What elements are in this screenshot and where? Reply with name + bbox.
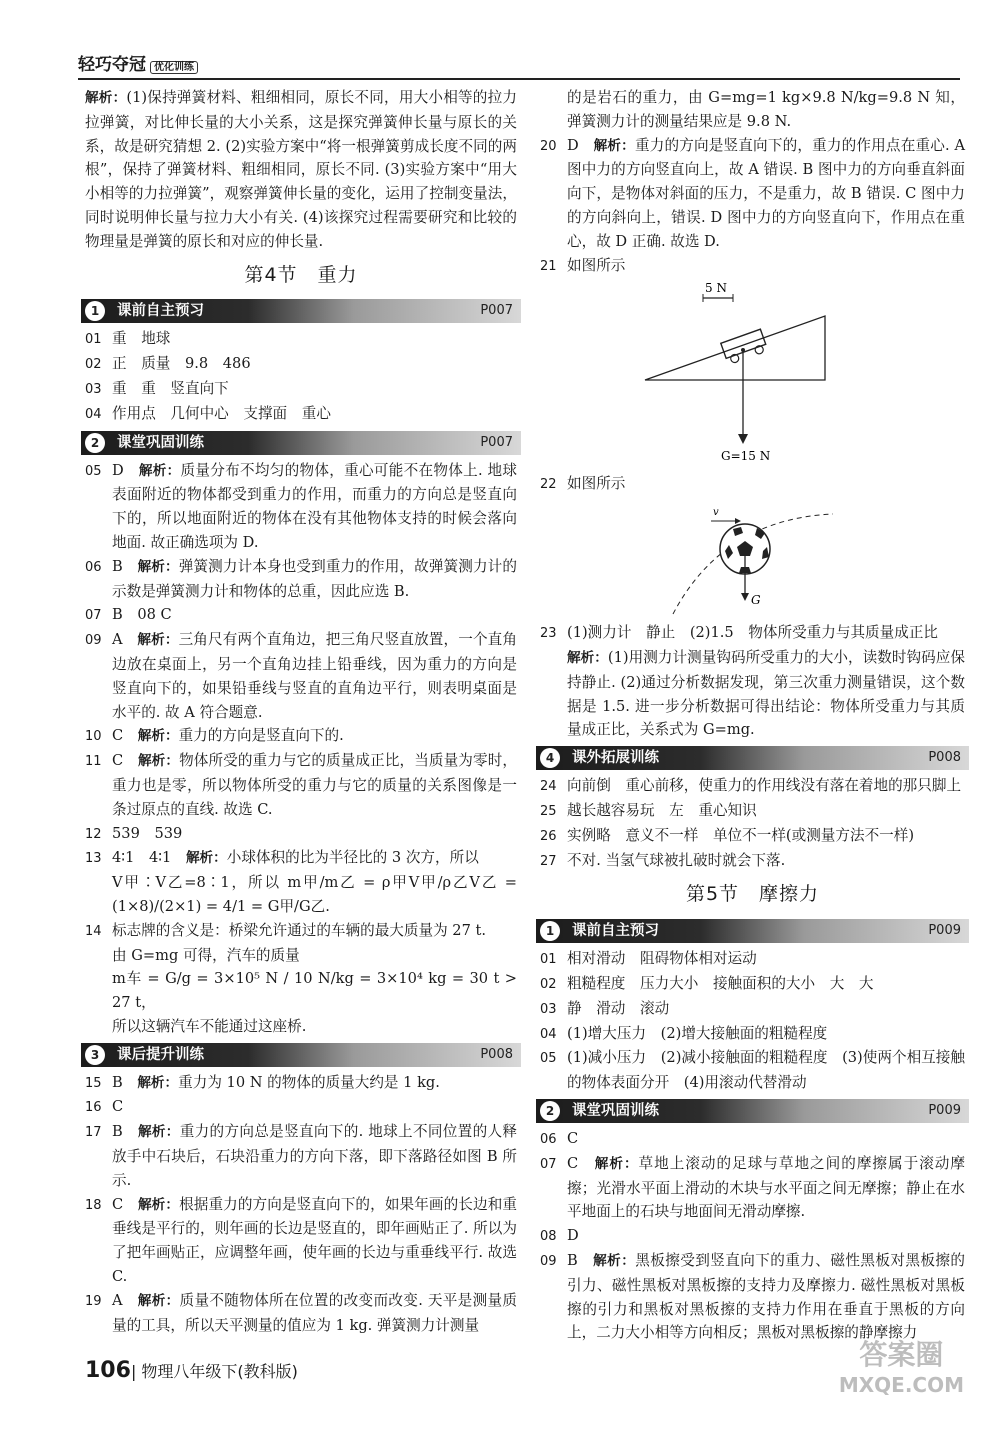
- answer-line: 03 静 滑动 滚动: [540, 999, 670, 1017]
- bar-badge: 2: [85, 433, 105, 453]
- answer-item: 05 D 解析：质量分布不均匀的物体，重心可能不在物体上. 地球表面附近的物体都受到重力的作用，而重力的方向总是竖直向下的，所以地面附近的物体在没有其他物体支持的时候会落向地面. 故正确选项为 D.: [85, 461, 517, 551]
- answer-item: 07 C 解析：草地上滚动的足球与草地之间的摩擦属于滚动摩擦；光滑水平面上滑动的木块与水平面之间无摩擦；静止在水平地面上的石块与地面间无滑动摩擦.: [540, 1154, 965, 1221]
- bar-badge: 4: [540, 748, 560, 768]
- answer-item: 19 A 解析：质量不随物体所在位置的改变而改变. 天平是测量质量的工具，所以天平测量的值应为 1 kg. 弹簧测力计测量: [85, 1291, 517, 1334]
- watermark: 答案圈 MXQE.COM: [838, 1338, 964, 1397]
- answer-line: 04 (1)增大压力 (2)增大接触面的粗糙程度: [540, 1024, 828, 1042]
- answer-item: 10 C 解析：重力的方向是竖直向下的.: [85, 727, 344, 745]
- answer-item: 17 B 解析：重力的方向总是竖直向下的. 地球上不同位置的人释放手中石块后，石块沿重力的方向下落，即下落路径如图 B 所示.: [85, 1123, 517, 1189]
- equation-line: m车 = G/g = 3×10⁵ N / 10 N/kg = 3×10⁴ kg = 30 t > 27 t，: [112, 970, 517, 1012]
- answer-line: 03 重 重 竖直向下: [85, 379, 229, 397]
- answer-line: 27 不对. 当氢气球被扎破时就会下落.: [540, 851, 786, 869]
- answer-line: 24 向前倒 重心前移，使重力的作用线没有落在着地的那只脚上: [540, 777, 962, 795]
- answer-line: 所以这辆汽车不能通过这座桥.: [112, 1017, 307, 1035]
- answer-item: 23 (1)测力计 静止 (2)1.5 物体所受重力与其质量成正比: [540, 624, 939, 642]
- answer-line: 25 越长越容易玩 左 重心知识: [540, 801, 757, 819]
- section-bar: 4 课外拓展训练 P008: [536, 746, 969, 770]
- answer-item: 16 C: [85, 1098, 124, 1116]
- answer-item: 09 A 解析：三角尺有两个直角边，把三角尺竖直放置，一个直角边放在桌面上，另一个直角边挂上铅垂线，因为重力的方向是竖直向下的，如果铅垂线与竖直的直角边平行，则表明桌面是水平的. 故 A 符合题意.: [85, 631, 517, 721]
- bar-page: P009: [928, 923, 961, 939]
- page-header: [78, 48, 960, 80]
- section-bar: 1 课前自主预习 P007: [81, 299, 521, 323]
- analysis-text: 解析：(1)用测力计测量钩码所受重力的大小，读数时钩码应保持静止. (2)通过分析数据发现，第三次重力测量错误，这个数据是 1.5. 进一步分析数据可得出结论：物体所受重力与其质量成正比，关系式为 G=mg.: [567, 648, 965, 739]
- answer-item: 06 B 解析：弹簧测力计本身也受到重力的作用，故弹簧测力计的示数是弹簧测力计和物体的总重，因此应选 B.: [85, 557, 517, 600]
- answer-item: 21 如图所示: [540, 256, 626, 274]
- equation-line: V甲∶V乙=8∶1，所以 m甲/m乙 = ρ甲V甲/ρ乙V乙 = (1×8)/(2×1) = 4/1 = G甲/G乙.: [112, 874, 517, 915]
- bar-page: P007: [480, 434, 513, 450]
- section-bar: 2 课堂巩固训练 P007: [81, 431, 521, 455]
- answer-item: 08 D: [540, 1227, 579, 1245]
- right-column: [540, 86, 965, 1345]
- section-bar: 3 课后提升训练 P008: [81, 1043, 521, 1067]
- answer-item: 20 D 解析：重力的方向是竖直向下的，重力的作用点在重心. A 图中力的方向竖直向上，故 A 错误. B 图中力的方向垂直斜面向下，是物体对斜面的压力，不是重力，故 B 错误. C 图中力的方向斜向上，错误. D 图中力的方向竖直向下，作用点在重心，故 D 正确. 故选 D.: [540, 136, 965, 250]
- answer-item: 12 539 539: [85, 824, 183, 842]
- g-label: G: [750, 593, 761, 608]
- gravity-label: G=15 N: [720, 449, 770, 464]
- answer-line: 02 正 质量 9.8 486: [85, 355, 251, 373]
- answer-item: 13 4∶1 4∶1 解析：小球体积的比为半径比的 3 次方，所以: [85, 849, 479, 867]
- page-footer: 106| 物理八年级下(教科版): [85, 1358, 298, 1383]
- section-title: 第5节 摩擦力: [685, 883, 820, 906]
- answer-item: 06 C: [540, 1129, 579, 1147]
- bar-badge: 2: [540, 1101, 560, 1121]
- brand-logo: 轻巧夺冠 优化训练: [78, 50, 198, 75]
- bar-badge: 1: [540, 921, 560, 941]
- page-number: 106: [85, 1358, 131, 1383]
- answer-line: 02 粗糙程度 压力大小 接触面积的大小 大 大: [540, 974, 874, 992]
- answer-item: 07 B 08 C: [85, 606, 172, 624]
- bar-badge: 3: [85, 1045, 105, 1065]
- q-prev-analysis: 解析：(1)保持弹簧材料、粗细相同，原长不同，用大小相等的拉力拉弹簧，对比伸长量的大小关系，这是探究弹簧伸长量与原长的关系，故是研究猜想 2. (2)实验方案中“将一根弹簧剪成长度不同的两根”，保持了弹簧材料、粗细相同，原长不同. (3)实验方案中“用大小相等的力拉弹簧”，观察弹簧伸长量的变化，运用了控制变量法，同时说明伸长量与拉力大小有关. (4)该探究过程需要研究和比较的物理量是弹簧的原长和对应的伸长量.: [85, 89, 517, 250]
- answer-line: 由 G=mg 可得，汽车的质量: [112, 946, 300, 964]
- answer-item: 09 B 解析：黑板擦受到竖直向下的重力、磁性黑板对黑板擦的引力、磁性黑板对黑板擦的支持力及摩擦力. 磁性黑板对黑板擦的引力和黑板对黑板擦的支持力作用在垂直于黑板的方向上，二力大小相等方向相反；黑板对黑板擦的静摩擦力: [540, 1251, 965, 1342]
- answer-item: 15 B 解析：重力为 10 N 的物体的质量大约是 1 kg.: [85, 1073, 440, 1091]
- answer-item: 22 如图所示: [540, 475, 626, 493]
- answer-item: 14 标志牌的含义是：桥梁允许通过的车辆的最大质量为 27 t.: [85, 921, 487, 939]
- answer-line: 01 相对滑动 阻碍物体相对运动: [540, 950, 757, 968]
- bar-page: P008: [928, 750, 961, 766]
- answer-continuation: 的是岩石的重力，由 G=mg=1 kg×9.8 N/kg=9.8 N 知，弹簧测力计的测量结果应是 9.8 N.: [567, 89, 965, 130]
- answer-line: 05 (1)减小压力 (2)减小接触面的粗糙程度 (3)使两个相互接触的物体表面分开 (4)用滚动代替滑动: [540, 1049, 965, 1092]
- section-title: 第4节 重力: [244, 263, 358, 286]
- velocity-label: v: [712, 507, 719, 519]
- bar-page: P009: [928, 1102, 961, 1118]
- bar-page: P008: [480, 1046, 513, 1062]
- section-bar: 1 课前自主预习 P009: [536, 919, 969, 943]
- section-bar: 2 课堂巩固训练 P009: [536, 1099, 969, 1123]
- answer-line: 04 作用点 几何中心 支撑面 重心: [85, 404, 331, 422]
- left-column: [85, 86, 517, 1337]
- answer-line: 01 重 地球: [85, 330, 171, 348]
- answer-item: 18 C 解析：根据重力的方向是竖直向下的，如果年画的长边和重垂线是平行的，则年画的长边是竖直的，即年画贴正了. 所以为了把年画贴正，应调整年画，使年画的长边与重垂线平行. 故选 C.: [85, 1195, 517, 1286]
- bar-badge: 1: [85, 301, 105, 321]
- book-title: 物理八年级下(教科版): [141, 1362, 298, 1381]
- ball-gravity-diagram: [663, 499, 843, 619]
- incline-gravity-diagram: [633, 280, 873, 470]
- scale-label: 5 N: [704, 281, 727, 296]
- answer-item: 11 C 解析：物体所受的重力与它的质量成正比，当质量为零时，重力也是零，所以物体所受的重力与它的质量的关系图像是一条过原点的直线. 故选 C.: [85, 752, 517, 818]
- answer-line: 26 实例略 意义不一样 单位不一样(或测量方法不一样): [540, 826, 915, 844]
- bar-page: P007: [480, 303, 513, 319]
